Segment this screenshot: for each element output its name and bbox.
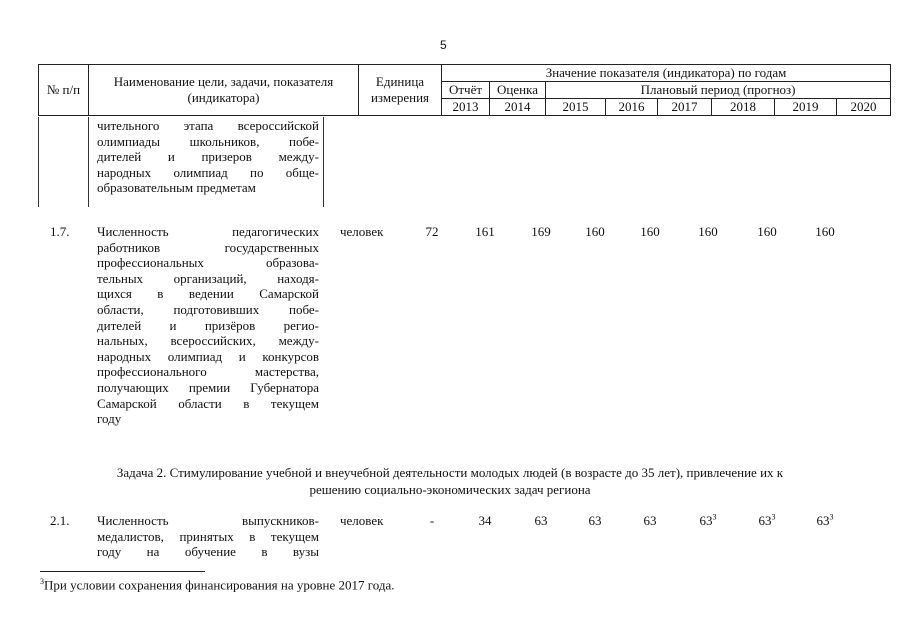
indicator-table-header: [38, 64, 891, 116]
row-1-7-num: 1.7.: [50, 224, 70, 239]
header-name: Наименование цели, задачи, показателя (индикатора): [89, 65, 359, 116]
header-year-2013: 2013: [442, 99, 490, 116]
row-1-7-value-2017: 160: [640, 224, 660, 239]
row-2-1-unit: человек: [340, 513, 384, 528]
row-1-7-value-2018: 160: [698, 224, 718, 239]
header-year-2015: 2015: [546, 99, 606, 116]
footnote-divider: [40, 571, 205, 572]
row-1-7-value-2019: 160: [757, 224, 777, 239]
row-2-1-value-2015: 63: [534, 513, 548, 528]
row-1-7-value-2014: 161: [475, 224, 495, 239]
column-rule: [323, 117, 324, 207]
row-2-1-value-2016: 63: [588, 513, 602, 528]
header-year-2017: 2017: [658, 99, 712, 116]
footnote-mark: 3: [40, 577, 44, 586]
row-2-1-value-2018: $63^3$: [699, 512, 717, 528]
header-plan-label: Плановый период (прогноз): [546, 82, 891, 99]
header-year-2018: 2018: [712, 99, 775, 116]
row-2-1-value-2017: 63: [643, 513, 657, 528]
header-num: № п/п: [39, 65, 89, 116]
row-1-7-value-2015: 169: [531, 224, 551, 239]
row-1-7-unit: человек: [340, 224, 384, 239]
header-estimate-label: Оценка: [490, 82, 546, 99]
footnote: [40, 577, 395, 593]
column-rule: [38, 117, 39, 207]
row-2-1-value-2019: $63^3$: [758, 512, 776, 528]
header-values: Значение показателя (индикатора) по годам: [442, 65, 891, 82]
task-2-heading: Задача 2. Стимулирование учебной и внеучебной деятельности молодых людей (в возрасте до 35 лет), привлечение их к решению социально-экономических задач региона: [116, 465, 784, 497]
row-1-7-text: Численность педагогических работников государственных профессиональных образова- тельных организаций, находя- щихся в ведении Самарской области, подготовивших побе- дителей и призёров регио- нальных, всероссийских, между- народных олимпиад и конкурсов профессионального мастерства, получающих премии Губернатора Самарской области в текущем году: [97, 224, 319, 427]
row-2-1-text: Численность выпускников- медалистов, принятых в текущем году на обучение в вузы: [97, 513, 319, 560]
footnote-text: При условии сохранения финансирования на уровне 2017 года.: [44, 577, 395, 593]
column-rule: [88, 117, 89, 207]
page-number: 5: [440, 38, 447, 52]
row-2-1-num: 2.1.: [50, 513, 70, 528]
row-2-1-value-2013: -: [429, 513, 435, 528]
continuation-text: чительного этапа всероссийской олимпиады школьников, побе- дителей и призеров между- народных олимпиад по обще- образовательным предметам: [97, 118, 319, 196]
row-1-7-value-2013: 72: [425, 224, 439, 239]
row-1-7-value-2016: 160: [585, 224, 605, 239]
footnote-ref: 3: [829, 512, 834, 522]
header-year-2014: 2014: [490, 99, 546, 116]
header-unit: Единица измерения: [359, 65, 442, 116]
header-year-2016: 2016: [606, 99, 658, 116]
row-2-1-value-2020: $63^3$: [816, 512, 834, 528]
footnote-ref: 3: [771, 512, 776, 522]
header-year-2020: 2020: [837, 99, 891, 116]
row-2-1-value-2014: 34: [478, 513, 492, 528]
row-1-7-value-2020: 160: [815, 224, 835, 239]
footnote-ref: 3: [712, 512, 717, 522]
header-year-2019: 2019: [775, 99, 837, 116]
header-report-label: Отчёт: [442, 82, 490, 99]
